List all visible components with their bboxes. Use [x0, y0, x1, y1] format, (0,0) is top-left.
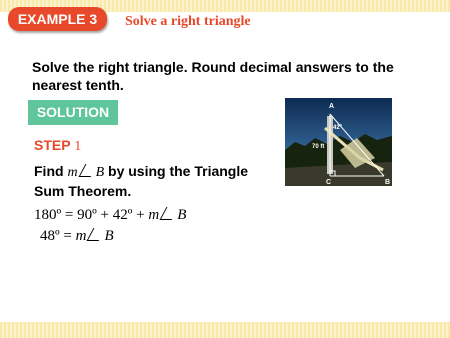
side-length-label: 70 ft: [312, 144, 325, 150]
equation-2-left: 48º =: [40, 228, 72, 244]
find-rest: by using the Triangle Sum Theorem.: [34, 163, 249, 199]
vertex-a-label: A: [329, 103, 335, 110]
vertex-c-label: C: [326, 179, 332, 186]
angle-symbol-icon: [78, 164, 97, 177]
step-number: 1: [74, 139, 82, 154]
step-heading: [34, 137, 81, 155]
example-badge-label: EXAMPLE 3: [17, 11, 98, 27]
equation-line-2: [40, 228, 114, 245]
find-measure-m: m: [67, 165, 78, 180]
angle-symbol-icon: [160, 207, 179, 220]
step-instruction: [34, 162, 274, 200]
problem-statement: Solve the right triangle. Round decimal answers to the nearest tenth.: [32, 59, 394, 93]
equation-line-1: [34, 207, 186, 224]
solution-label: SOLUTION: [36, 104, 110, 120]
triangle-photo: [285, 98, 392, 186]
find-vertex: B: [95, 165, 105, 180]
vertex-b-label: B: [385, 179, 391, 186]
equation-2-vertex: B: [104, 228, 114, 244]
example-badge: [8, 7, 107, 31]
equation-2-m: m: [75, 228, 87, 244]
equation-1-left: 180º = 90º + 42º +: [34, 207, 145, 223]
bottom-decorative-band: [0, 322, 450, 338]
angle-a-label: 42º: [333, 125, 342, 131]
find-prefix: Find: [34, 163, 64, 179]
equation-1-vertex: B: [177, 207, 187, 223]
equation-1-m: m: [148, 207, 160, 223]
step-label: STEP: [34, 137, 71, 153]
example-title: Solve a right triangle: [125, 14, 251, 29]
solution-banner: [28, 100, 118, 125]
